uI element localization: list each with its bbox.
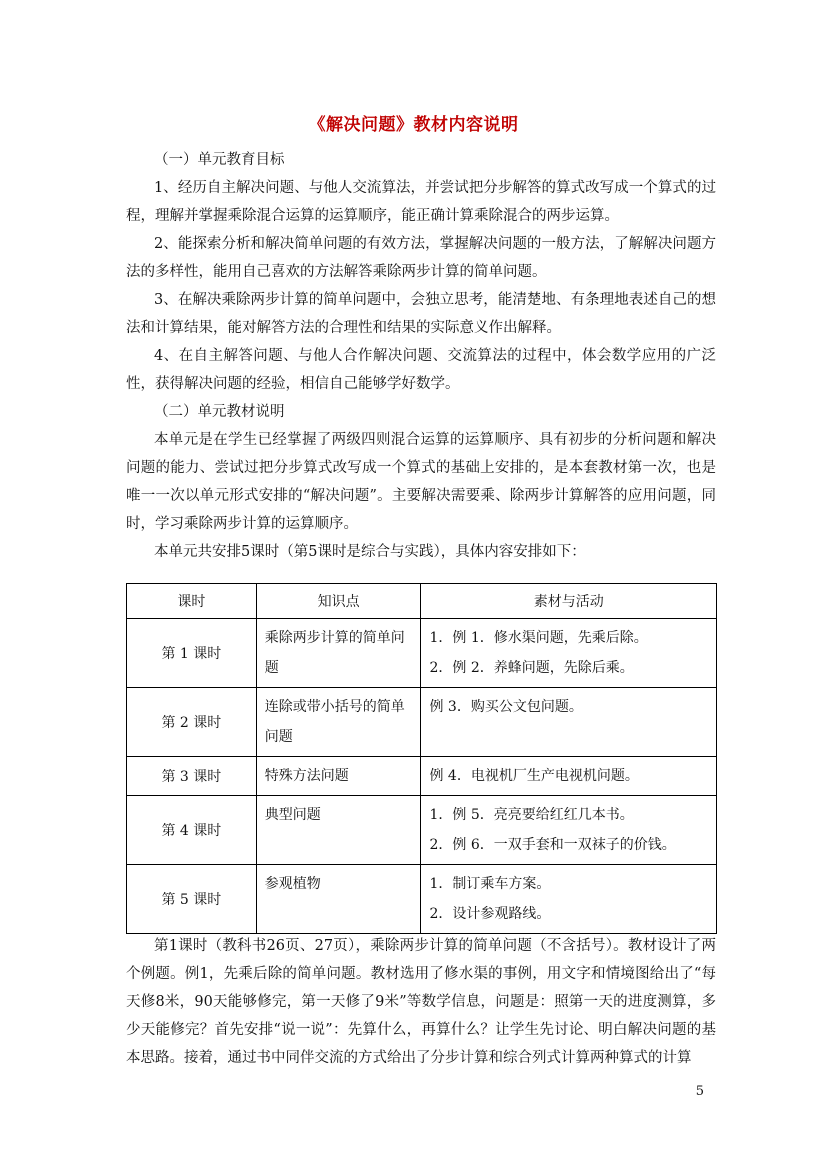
section-2-paragraph-1: 本单元是在学生已经掌握了两级四则混合运算的运算顺序、具有初步的分析问题和解决问题的能力、尝试过把分步算式改写成一个算式的基础上安排的，是本套教材第一次，也是唯一一次以单元形式安排的“解决问题”。主要解决需要乘、除两步计算解答的应用问题，同时，学习乘除两步计算的运算顺序。: [126, 432, 716, 532]
activity-line: 例 3．购买公文包问题。: [429, 699, 583, 715]
activities-cell: [421, 796, 717, 865]
activity-line: 例 4．电视机厂生产电视机问题。: [429, 768, 639, 784]
document-title: 《解决问题》教材内容说明: [308, 115, 519, 135]
lesson-1-paragraph: 第1课时（教科书26页、27页），乘除两步计算的简单问题（不含括号）。教材设计了两个例题。例1，先乘后除的简单问题。教材选用了修水渠的事例，用文字和情境图给出了“每天修8米，90天能够修完，第一天修了9米”等数学信息，问题是：照第一天的进度测算，多少天能修完？首先安排“说一说”：先算什么，再算什么？让学生先讨论、明白解决问题的基本思路。接着，通过书中同伴交流的方式给出了分步计算和综合列式计算两种算式的计算: [126, 938, 716, 1066]
table-row: [127, 757, 717, 796]
goal-item-1: 1、经历自主解决问题、与他人交流算法，并尝试把分步解答的算式改写成一个算式的过程，理解并掌握乘除混合运算的运算顺序，能正确计算乘除混合的两步运算。: [126, 180, 716, 224]
topic-cell: 特殊方法问题: [256, 757, 421, 796]
header-activities: 素材与活动: [421, 584, 717, 619]
section-1-heading: （一）单元教育目标: [154, 152, 285, 168]
lesson-cell: 第 3 课时: [127, 757, 257, 796]
section-2-heading: （二）单元教材说明: [154, 404, 285, 420]
activities-cell: [421, 619, 717, 688]
topic-cell: 乘除两步计算的简单问题: [256, 619, 421, 688]
header-lesson: 课时: [127, 584, 257, 619]
activities-cell: [421, 688, 717, 757]
topic-cell: 连除或带小括号的简单问题: [256, 688, 421, 757]
activity-line: 1．例 1．修水渠问题，先乘后除。: [429, 630, 648, 646]
lesson-cell: 第 2 课时: [127, 688, 257, 757]
activity-line: 1．制订乘车方案。: [429, 876, 551, 892]
lesson-cell: 第 5 课时: [127, 865, 257, 934]
lesson-cell: 第 1 课时: [127, 619, 257, 688]
goal-item-3: 3、在解决乘除两步计算的简单问题中，会独立思考，能清楚地、有条理地表述自己的想法和计算结果，能对解答方法的合理性和结果的实际意义作出解释。: [126, 292, 716, 336]
activity-line: 2．设计参观路线。: [429, 906, 551, 922]
activity-line: 2．例 6．一双手套和一双袜子的价钱。: [429, 837, 676, 853]
activity-line: 1．例 5．亮亮要给红红几本书。: [429, 807, 634, 823]
header-topic: 知识点: [256, 584, 421, 619]
table-header-row: [127, 584, 717, 619]
lesson-cell: 第 4 课时: [127, 796, 257, 865]
table-row: [127, 619, 717, 688]
section-1: [126, 146, 716, 566]
table-row: [127, 865, 717, 934]
table-row: [127, 796, 717, 865]
section-2-paragraph-2: 本单元共安排5课时（第5课时是综合与实践），具体内容安排如下：: [154, 544, 586, 560]
activities-cell: [421, 757, 717, 796]
activities-cell: [421, 865, 717, 934]
table-row: [127, 688, 717, 757]
goal-item-2: 2、能探索分析和解决简单问题的有效方法，掌握解决问题的一般方法，了解解决问题方法的多样性，能用自己喜欢的方法解答乘除两步计算的简单问题。: [126, 236, 716, 280]
topic-cell: 参观植物: [256, 865, 421, 934]
goal-item-4: 4、在自主解答问题、与他人合作解决问题、交流算法的过程中，体会数学应用的广泛性，获得解决问题的经验，相信自己能够学好数学。: [126, 348, 716, 392]
page-number: 5: [695, 1084, 704, 1099]
lesson-plan-table: [126, 583, 717, 934]
lesson-1-description: [126, 932, 716, 1072]
activity-line: 2．例 2．养蜂问题，先除后乘。: [429, 660, 634, 676]
topic-cell: 典型问题: [256, 796, 421, 865]
